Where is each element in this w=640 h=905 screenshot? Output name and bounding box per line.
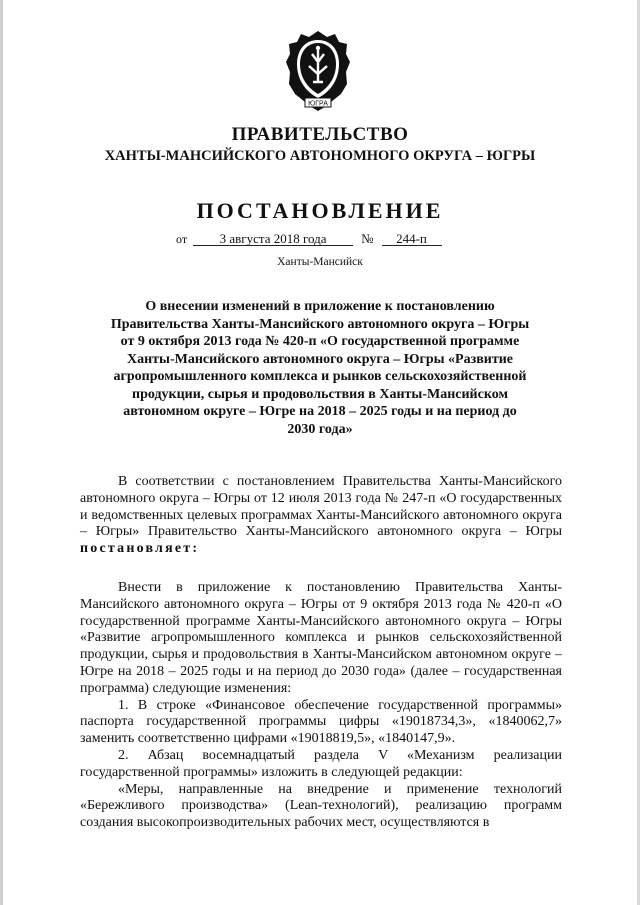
government-heading: ПРАВИТЕЛЬСТВО [231,124,409,145]
preamble-text: В соответствии с постановлением Правительства Ханты-Мансийского автономного округа – Югры от 12 июля 2013 года № 247-п «О государственных и ведомственных целевых программах Ханты-Мансийского автономного округа – Югры» Правительство Ханты-Мансийского автономного округа – Югры [80,474,562,540]
document-title: О внесении изменений в приложение к постановлению Правительства Ханты-Мансийского автономного округа – Югры от 9 октября 2013 года № 420-п «О государственной программе Ханты-Мансийского автономного округа – Югры «Развитие агропромышленного комплекса и рынков сельскохозяйственной продукции, сырья и продовольствия в Ханты-Мансийском автономном округе – Югре на 2018 – 2025 годы и на период до 2030 года» [110,299,530,437]
document-number: 244-п [382,232,442,246]
paragraph-quote: «Меры, направленные на внедрение и применение технологий «Бережливого производства» (Lean-технологий), реализацию программ создания высокопроизводительных рабочих мест, осуществляются в [80,781,562,831]
resolves-word: постановляет: [80,541,200,557]
preamble-block [80,474,562,558]
emblem-icon [283,28,353,112]
paragraph-item-2: 2. Абзац восемнадцатый раздела V «Механизм реализации государственной программы» изложить в следующей редакции: [80,747,562,780]
operative-block [80,580,562,832]
number-label: № [361,231,374,246]
from-label: от [176,232,188,246]
region-heading: ХАНТЫ-МАНСИЙСКОГО АВТОНОМНОГО ОКРУГА – ЮГРЫ [104,148,536,164]
date-line [176,231,442,247]
city-label: Ханты-Мансийск [277,256,363,268]
document-type-heading: ПОСТАНОВЛЕНИЕ [196,198,444,223]
emblem-caption: ЮГРА [308,100,328,108]
paragraph-main: Внести в приложение к постановлению Правительства Ханты-Мансийского автономного округа – Югры от 9 октября 2013 года № 420-п «О государственной программе Ханты-Мансийского автономного округа – Югры «Развитие агропромышленного комплекса и рынков сельскохозяйственной продукции, сырья и продовольствия в Ханты-Мансийском автономном округе – Югре на 2018 – 2025 годы и на период до 2030 года» (далее – государственная программа) следующие изменения: [80,580,562,696]
document-date: 3 августа 2018 года [193,232,353,246]
paragraph-item-1: 1. В строке «Финансовое обеспечение государственной программы» паспорта государственной программы цифры «19018734,3», «1840062,7» заменить соответственно цифрами «19018819,5», «1840147,9». [80,697,562,747]
preamble-paragraph [80,474,562,558]
